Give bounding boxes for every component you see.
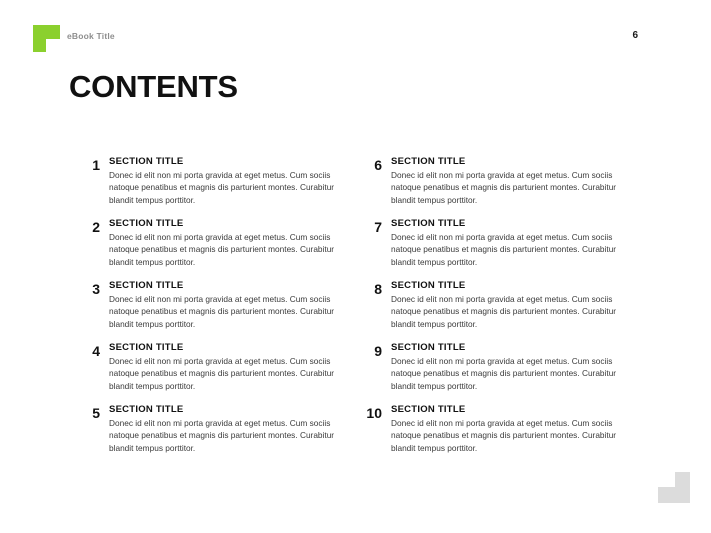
toc-entry-body: Donec id elit non mi porta gravida at eget metus. Cum sociis natoque penatibus et magnis dis parturient montes. Curabitur blandit tempus porttitor. [391,170,617,205]
toc-entry-body: Donec id elit non mi porta gravida at eget metus. Cum sociis natoque penatibus et magnis dis parturient montes. Curabitur blandit tempus porttitor. [391,294,617,329]
corner-bracket-ornament-icon [658,472,690,503]
toc-entry-number: 2 [92,219,100,235]
toc-column-left [66,155,341,465]
toc-entry-body: Donec id elit non mi porta gravida at eget metus. Cum sociis natoque penatibus et magnis dis parturient montes. Curabitur blandit tempus porttitor. [109,232,335,267]
toc-entry-heading: SECTION TITLE [109,342,184,353]
toc-entry-body: Donec id elit non mi porta gravida at eget metus. Cum sociis natoque penatibus et magnis dis parturient montes. Curabitur blandit tempus porttitor. [109,356,335,391]
toc-entry-heading: SECTION TITLE [109,156,184,167]
toc-entry-heading: SECTION TITLE [109,404,184,415]
toc-entry-body: Donec id elit non mi porta gravida at eget metus. Cum sociis natoque penatibus et magnis dis parturient montes. Curabitur blandit tempus porttitor. [109,294,335,329]
toc-entry[interactable] [66,279,341,341]
toc-entry-heading: SECTION TITLE [391,156,466,167]
toc-entry[interactable] [66,341,341,403]
logo-left-bar [33,39,46,52]
toc-entry[interactable] [66,155,341,217]
toc-entry-body: Donec id elit non mi porta gravida at eget metus. Cum sociis natoque penatibus et magnis dis parturient montes. Curabitur blandit tempus porttitor. [109,418,335,453]
corner-bracket-logo-icon [33,25,60,52]
toc-entry[interactable] [348,341,623,403]
toc-column-right [348,155,623,465]
toc-entry-number: 5 [92,405,100,421]
toc-entry-number: 6 [374,157,382,173]
logo-top-bar [33,25,60,39]
toc-entry[interactable] [348,403,623,465]
toc-entry-heading: SECTION TITLE [109,280,184,291]
toc-entry-heading: SECTION TITLE [391,218,466,229]
toc-entry-body: Donec id elit non mi porta gravida at eget metus. Cum sociis natoque penatibus et magnis dis parturient montes. Curabitur blandit tempus porttitor. [391,418,617,453]
page-title: CONTENTS [69,69,238,104]
toc-entry-heading: SECTION TITLE [391,404,466,415]
toc-entry-number: 7 [374,219,382,235]
ebook-title: eBook Title [67,31,115,41]
toc-entry-body: Donec id elit non mi porta gravida at eget metus. Cum sociis natoque penatibus et magnis dis parturient montes. Curabitur blandit tempus porttitor. [109,170,335,205]
toc-entry-body: Donec id elit non mi porta gravida at eget metus. Cum sociis natoque penatibus et magnis dis parturient montes. Curabitur blandit tempus porttitor. [391,356,617,391]
toc-entry-heading: SECTION TITLE [391,280,466,291]
page-number: 6 [632,30,638,41]
ornament-bottom-bar [658,487,690,503]
toc-entry[interactable] [348,155,623,217]
toc-entry-number: 10 [366,405,382,421]
toc-entry-body: Donec id elit non mi porta gravida at eget metus. Cum sociis natoque penatibus et magnis dis parturient montes. Curabitur blandit tempus porttitor. [391,232,617,267]
toc-entry-heading: SECTION TITLE [109,218,184,229]
toc-entry[interactable] [66,403,341,465]
toc-entry-number: 4 [92,343,100,359]
toc-entry-number: 8 [374,281,382,297]
toc-entry[interactable] [348,279,623,341]
toc-entry[interactable] [348,217,623,279]
toc-entry[interactable] [66,217,341,279]
toc-entry-number: 1 [92,157,100,173]
page-header [0,0,711,70]
toc-entry-heading: SECTION TITLE [391,342,466,353]
ornament-right-bar [675,472,690,488]
toc-entry-number: 3 [92,281,100,297]
toc-entry-number: 9 [374,343,382,359]
